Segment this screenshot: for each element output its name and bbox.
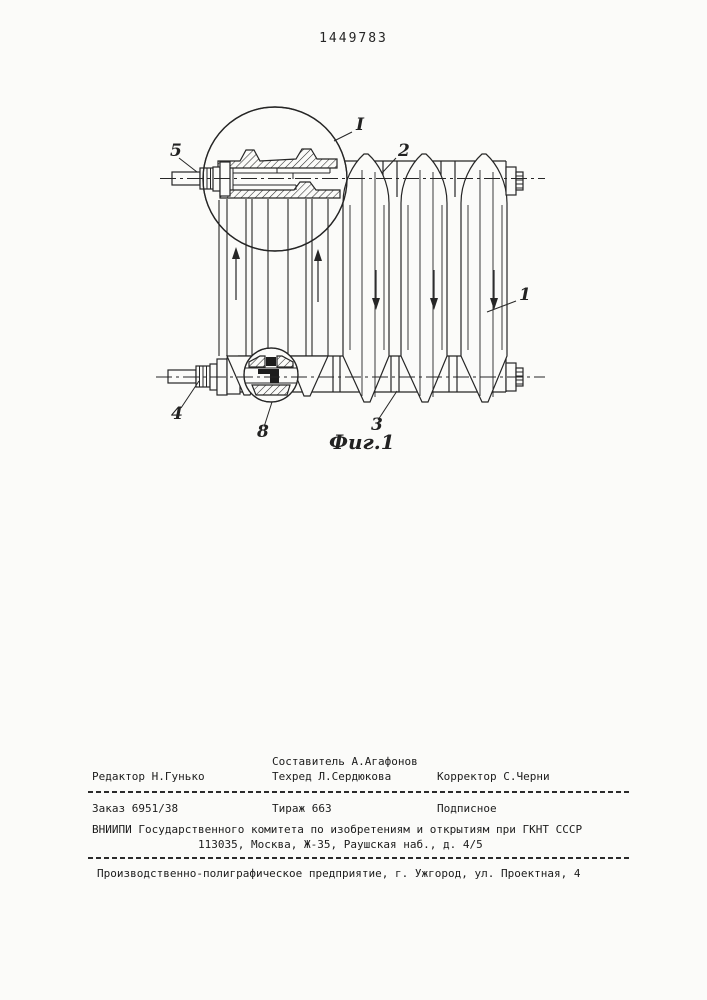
colophon-printing-house: Производственно-полиграфическое предприятие, г. Ужгород, ул. Проектная, 4 xyxy=(97,867,581,880)
dashed-rule xyxy=(88,857,630,859)
colophon-print-run: Тираж 663 xyxy=(272,802,332,815)
label-top-channel: 2 xyxy=(398,141,410,161)
radiator-sections xyxy=(343,154,507,402)
label-bottom-pipe: 4 xyxy=(171,404,183,424)
colophon-compiler: Составитель А.Агафонов xyxy=(272,755,418,768)
label-section: 1 xyxy=(519,285,531,305)
top-pipe xyxy=(172,162,230,196)
colophon-order: Заказ 6951/38 xyxy=(92,802,179,815)
colophon-editor: Редактор Н.Гунько xyxy=(92,770,205,783)
section xyxy=(401,154,447,402)
dashed-rule xyxy=(88,791,630,793)
colophon-subscription: Подписное xyxy=(437,802,497,815)
colophon-corrector: Корректор С.Черни xyxy=(437,770,550,783)
figure-caption: Фиг.1 xyxy=(329,430,395,454)
bottom-pipe xyxy=(168,358,240,395)
label-bottom-channel: 3 xyxy=(371,415,383,435)
end-plug-top xyxy=(506,167,523,195)
patent-number: 1449783 xyxy=(319,31,388,46)
section xyxy=(343,154,389,402)
colophon-techred: Техред Л.Сердюкова xyxy=(272,770,392,783)
section xyxy=(461,154,507,402)
colophon-publisher: ВНИИПИ Государственного комитета по изобретениям и открытиям при ГКНТ СССР xyxy=(92,823,583,836)
label-top-pipe: 5 xyxy=(170,141,182,161)
label-detail: I xyxy=(356,115,364,135)
colophon-address: 113035, Москва, Ж-35, Раушская наб., д. 4/5 xyxy=(198,838,483,851)
label-membrane: 8 xyxy=(257,422,269,442)
